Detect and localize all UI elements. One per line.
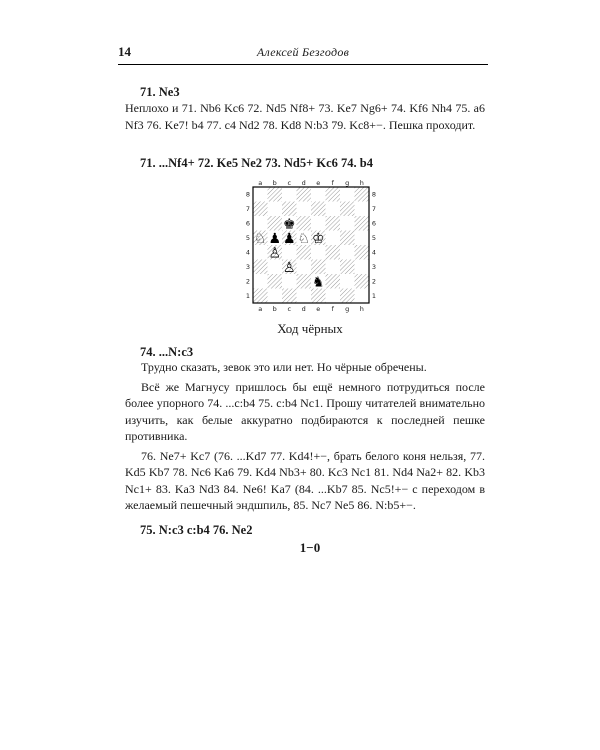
white-knight-a5-icon: ♘ — [253, 230, 267, 247]
black-pawn-c5-icon: ♟ — [282, 230, 296, 247]
square-h4 — [355, 245, 370, 260]
square-h5 — [355, 231, 370, 246]
file-label-top-a: a — [258, 179, 263, 187]
square-a6 — [253, 216, 268, 231]
square-a4 — [253, 245, 268, 260]
square-h6 — [355, 216, 370, 231]
black-pawn-b5-icon: ♟ — [268, 230, 282, 247]
page-number: 14 — [118, 44, 131, 59]
rank-label-left-4: 4 — [245, 248, 251, 257]
rank-label-right-5: 5 — [371, 234, 377, 243]
square-g8 — [340, 187, 355, 202]
square-f1 — [326, 289, 341, 304]
square-e6 — [311, 216, 326, 231]
file-label-bottom-b: b — [272, 305, 277, 313]
square-c4 — [282, 245, 297, 260]
square-d1 — [297, 289, 312, 304]
rank-label-right-2: 2 — [371, 277, 377, 286]
square-b7 — [268, 202, 283, 217]
square-b8 — [268, 187, 283, 202]
square-d6 — [297, 216, 312, 231]
move-heading-75: 75. N:c3 c:b4 76. Ne2 — [140, 523, 253, 537]
square-f6 — [326, 216, 341, 231]
rank-label-left-6: 6 — [245, 219, 251, 228]
square-d8 — [297, 187, 312, 202]
move-heading-74: 74. ...N:c3 — [140, 345, 194, 359]
rank-label-left-7: 7 — [245, 205, 251, 214]
chess-board — [236, 179, 386, 317]
rank-label-right-3: 3 — [371, 263, 377, 272]
square-c1 — [282, 289, 297, 304]
rank-label-right-6: 6 — [371, 219, 377, 228]
file-label-bottom-a: a — [258, 305, 263, 313]
square-b2 — [268, 274, 283, 289]
square-g2 — [340, 274, 355, 289]
file-label-top-h: h — [359, 179, 364, 187]
square-h2 — [355, 274, 370, 289]
square-b6 — [268, 216, 283, 231]
square-f2 — [326, 274, 341, 289]
commentary-74-line1: Трудно сказать, зевок это или нет. Но чёрные обречены. — [141, 360, 427, 374]
rank-label-left-8: 8 — [245, 190, 251, 199]
square-e7 — [311, 202, 326, 217]
square-f7 — [326, 202, 341, 217]
file-label-bottom-c: c — [287, 305, 292, 313]
file-label-top-c: c — [287, 179, 292, 187]
square-e1 — [311, 289, 326, 304]
square-b1 — [268, 289, 283, 304]
file-label-top-f: f — [331, 179, 334, 187]
commentary-74 — [125, 359, 485, 514]
rank-label-right-8: 8 — [371, 190, 377, 199]
square-e3 — [311, 260, 326, 275]
square-g1 — [340, 289, 355, 304]
diagram-caption: Ход чёрных — [277, 321, 343, 336]
square-g7 — [340, 202, 355, 217]
square-e8 — [311, 187, 326, 202]
square-a7 — [253, 202, 268, 217]
square-c7 — [282, 202, 297, 217]
square-a1 — [253, 289, 268, 304]
rank-label-left-3: 3 — [245, 263, 251, 272]
rank-label-right-7: 7 — [371, 205, 377, 214]
file-label-top-b: b — [272, 179, 277, 187]
square-g6 — [340, 216, 355, 231]
square-c2 — [282, 274, 297, 289]
commentary-76: 76. Ne7+ Kc7 (76. ...Kd7 77. Kd4!+−, брать белого коня нельзя, 77. Kd5 Kb7 78. Nc6 Ka6 79. Kd4 Nb3+ 80. Kc3 Nc1 81. Nd4 Na2+ 82. Kb3 Nc1+ 83. Ka3 Nd3 84. Ne6! Ka7 (84. ...Kb7 85. Nc5!+− с переходом в желаемый пешечный эндшпиль, 85. Nc7 Ne5 86. N:b5+−. — [125, 448, 485, 512]
chess-diagram — [236, 179, 386, 317]
square-d2 — [297, 274, 312, 289]
square-h8 — [355, 187, 370, 202]
rank-label-left-1: 1 — [245, 292, 251, 301]
square-b3 — [268, 260, 283, 275]
running-header — [118, 44, 488, 65]
square-a2 — [253, 274, 268, 289]
square-d4 — [297, 245, 312, 260]
square-f4 — [326, 245, 341, 260]
white-knight-d5-icon: ♘ — [297, 230, 311, 247]
square-d7 — [297, 202, 312, 217]
commentary-71-text: Неплохо и 71. Nb6 Kc6 72. Nd5 Nf8+ 73. Ke7 Ng6+ 74. Kf6 Nh4 75. a6 Nf3 76. Ke7! b4 77. c4 Nd2 78. Kd8 N:b3 79. Kc8+−. Пешка проходит. — [125, 101, 485, 132]
square-f3 — [326, 260, 341, 275]
rank-label-right-1: 1 — [371, 292, 377, 301]
commentary-71 — [125, 100, 485, 133]
white-pawn-b4-icon: ♙ — [268, 245, 282, 262]
square-c8 — [282, 187, 297, 202]
file-label-top-g: g — [345, 179, 350, 187]
square-h7 — [355, 202, 370, 217]
square-e4 — [311, 245, 326, 260]
file-label-top-d: d — [301, 179, 306, 187]
file-label-bottom-e: e — [316, 305, 321, 313]
file-label-bottom-h: h — [359, 305, 364, 313]
square-d3 — [297, 260, 312, 275]
square-a3 — [253, 260, 268, 275]
commentary-74-line2: Всё же Магнусу пришлось бы ещё немного потрудиться после более упорного 74. ...c:b4 75. c:b4 Nc1. Прошу читателей внимательно изучить, как белые аккуратно подбираются к последней пешке противника. — [125, 379, 485, 443]
file-label-bottom-f: f — [331, 305, 334, 313]
rank-label-left-2: 2 — [245, 277, 251, 286]
square-g3 — [340, 260, 355, 275]
file-label-bottom-d: d — [301, 305, 306, 313]
black-king-c6-icon: ♚ — [282, 216, 296, 233]
square-a8 — [253, 187, 268, 202]
white-pawn-c3-icon: ♙ — [282, 259, 296, 276]
white-king-e5-icon: ♔ — [311, 230, 325, 247]
author-name: Алексей Безгодов — [256, 45, 350, 59]
rank-label-left-5: 5 — [245, 234, 251, 243]
square-g5 — [340, 231, 355, 246]
square-h3 — [355, 260, 370, 275]
square-g4 — [340, 245, 355, 260]
rank-label-right-4: 4 — [371, 248, 377, 257]
move-heading-71b: 71. ...Nf4+ 72. Ke5 Ne2 73. Nd5+ Kc6 74. b4 — [140, 156, 373, 170]
move-heading-71: 71. Ne3 — [140, 85, 180, 99]
file-label-top-e: e — [316, 179, 321, 187]
black-knight-e2-icon: ♞ — [311, 274, 325, 291]
file-label-bottom-g: g — [345, 305, 350, 313]
square-f8 — [326, 187, 341, 202]
game-result: 1−0 — [299, 540, 321, 555]
square-f5 — [326, 231, 341, 246]
square-h1 — [355, 289, 370, 304]
